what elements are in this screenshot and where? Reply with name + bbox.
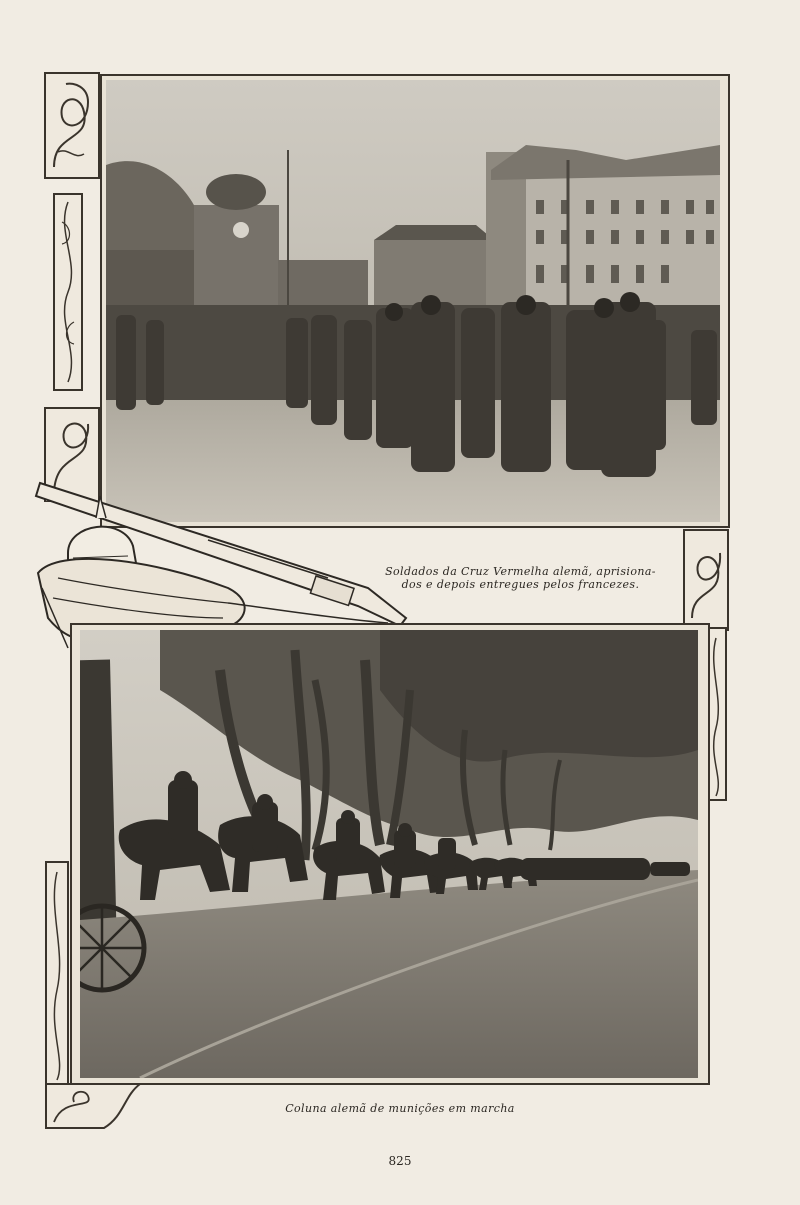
bottom-photo-munitions-column <box>80 630 698 1078</box>
top-photo-soldiers-marching <box>106 80 720 522</box>
top-photo-caption <box>378 565 663 591</box>
munitions-column-illustration <box>80 630 698 1078</box>
left-scroll-ornament-icon <box>44 72 102 502</box>
bottom-photo-caption: Coluna alemã de munições em marcha <box>285 1102 515 1115</box>
top-photo-caption-line2: dos e depois entregues pelos francezes. <box>401 578 640 591</box>
bottom-left-scroll-ornament-icon <box>44 860 142 1130</box>
soldiers-photo-illustration <box>106 80 720 522</box>
top-photo-caption-line1: Soldados da Cruz Vermelha alemã, aprisiona- <box>385 565 656 578</box>
page-number: 825 <box>388 1154 412 1168</box>
